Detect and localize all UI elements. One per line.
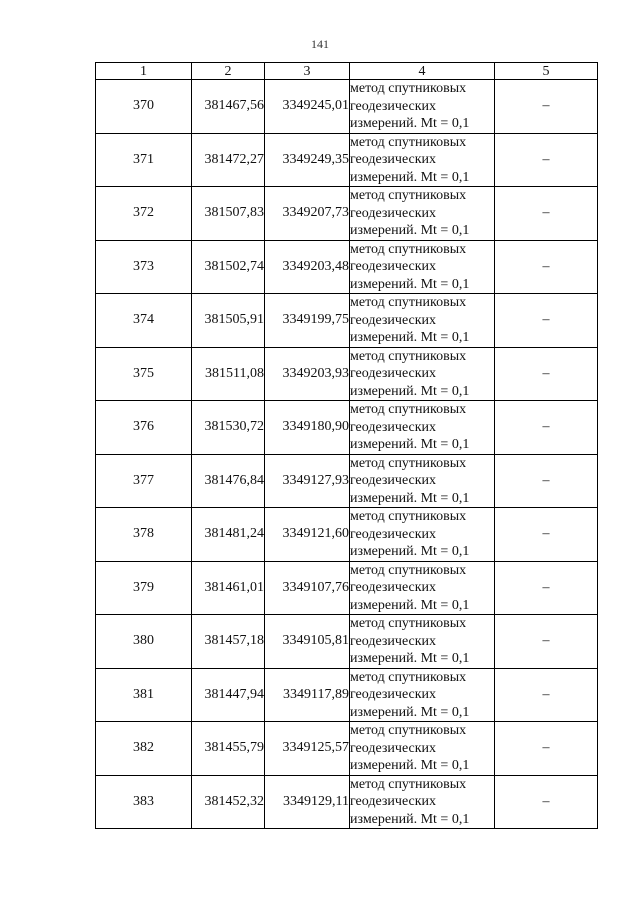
coordinate-y: 3349105,81 [265, 615, 350, 669]
determination-method [350, 347, 495, 401]
table-row [96, 668, 598, 722]
method-line: измерений. Mt = 0,1 [350, 651, 470, 666]
method-line: геодезических [350, 526, 437, 542]
table-row [96, 615, 598, 669]
determination-method [350, 294, 495, 348]
header-col-2: 2 [192, 63, 265, 80]
method-line: геодезических [350, 152, 437, 167]
coordinate-y: 3349203,48 [265, 240, 350, 294]
determination-method [350, 80, 495, 134]
coordinate-x: 381502,74 [192, 240, 265, 294]
coordinate-y: 3349199,75 [265, 294, 350, 348]
method-line: геодезических [350, 98, 437, 114]
point-number: 370 [96, 80, 192, 134]
determination-method [350, 668, 495, 722]
method-line: геодезических [350, 312, 437, 328]
point-number: 378 [96, 508, 192, 562]
coordinate-x: 381476,84 [192, 454, 265, 508]
determination-method [350, 722, 495, 776]
coordinate-x: 381455,79 [192, 722, 265, 776]
coordinate-y: 3349245,01 [265, 80, 350, 134]
table-row [96, 80, 598, 134]
note-dash: – [495, 347, 598, 401]
header-col-3: 3 [265, 63, 350, 80]
point-number: 376 [96, 401, 192, 455]
method-line: метод спутниковых [350, 562, 467, 578]
point-number: 372 [96, 187, 192, 241]
method-line: геодезических [350, 687, 437, 702]
coordinate-x: 381507,83 [192, 187, 265, 241]
table-header [96, 63, 598, 80]
method-line: геодезических [350, 259, 437, 274]
method-line: измерений. Mt = 0,1 [350, 597, 470, 613]
header-col-1: 1 [96, 63, 192, 80]
page-number: 141 [311, 37, 329, 51]
method-line: геодезических [350, 580, 437, 595]
point-number: 379 [96, 561, 192, 615]
table-row [96, 722, 598, 776]
method-line: геодезических [350, 473, 437, 488]
method-line: метод спутниковых [350, 616, 467, 631]
method-line: измерений. Mt = 0,1 [350, 116, 470, 131]
table-row [96, 133, 598, 187]
table-row [96, 508, 598, 562]
table-row [96, 240, 598, 294]
table-body [96, 80, 598, 829]
method-line: метод спутниковых [350, 723, 467, 738]
method-line: измерений. Mt = 0,1 [350, 544, 470, 559]
coordinate-y: 3349125,57 [265, 722, 350, 776]
method-line: метод спутниковых [350, 188, 467, 203]
point-number: 374 [96, 294, 192, 348]
coordinate-x: 381472,27 [192, 133, 265, 187]
coordinate-y: 3349127,93 [265, 454, 350, 508]
coordinate-x: 381447,94 [192, 668, 265, 722]
method-line: метод спутниковых [350, 295, 467, 310]
coordinate-y: 3349180,90 [265, 401, 350, 455]
coordinate-x: 381452,32 [192, 775, 265, 829]
method-line: измерений. Mt = 0,1 [350, 490, 470, 506]
note-dash: – [495, 187, 598, 241]
table-row [96, 775, 598, 829]
coordinate-y: 3349129,11 [265, 775, 350, 829]
note-dash: – [495, 722, 598, 776]
coordinate-y: 3349249,35 [265, 133, 350, 187]
method-line: геодезических [350, 366, 437, 381]
table-row [96, 401, 598, 455]
note-dash: – [495, 508, 598, 562]
method-line: метод спутниковых [350, 241, 467, 257]
header-col-4: 4 [350, 63, 495, 80]
determination-method [350, 561, 495, 615]
point-number: 382 [96, 722, 192, 776]
point-number: 373 [96, 240, 192, 294]
method-line: измерений. Mt = 0,1 [350, 276, 470, 292]
coordinate-y: 3349203,93 [265, 347, 350, 401]
note-dash: – [495, 775, 598, 829]
note-dash: – [495, 561, 598, 615]
header-col-5: 5 [495, 63, 598, 80]
point-number: 371 [96, 133, 192, 187]
method-line: измерений. Mt = 0,1 [350, 383, 470, 399]
determination-method [350, 240, 495, 294]
method-line: измерений. Mt = 0,1 [350, 811, 470, 827]
note-dash: – [495, 454, 598, 508]
method-line: метод спутниковых [350, 348, 467, 364]
method-line: измерений. Mt = 0,1 [350, 330, 470, 345]
determination-method [350, 401, 495, 455]
coordinate-x: 381505,91 [192, 294, 265, 348]
point-number: 380 [96, 615, 192, 669]
coordinate-y: 3349107,76 [265, 561, 350, 615]
coordinate-y: 3349207,73 [265, 187, 350, 241]
method-line: метод спутниковых [350, 669, 467, 685]
coordinate-y: 3349121,60 [265, 508, 350, 562]
method-line: геодезических [350, 205, 437, 221]
method-line: измерений. Mt = 0,1 [350, 704, 470, 720]
note-dash: – [495, 240, 598, 294]
header-row [96, 63, 598, 80]
table-row [96, 187, 598, 241]
coordinates-table [95, 62, 598, 829]
determination-method [350, 615, 495, 669]
coordinate-x: 381457,18 [192, 615, 265, 669]
note-dash: – [495, 615, 598, 669]
method-line: измерений. Mt = 0,1 [350, 223, 470, 238]
determination-method [350, 187, 495, 241]
method-line: метод спутниковых [350, 455, 467, 471]
determination-method [350, 508, 495, 562]
method-line: измерений. Mt = 0,1 [350, 758, 470, 773]
coordinate-x: 381461,01 [192, 561, 265, 615]
note-dash: – [495, 401, 598, 455]
coordinate-x: 381467,56 [192, 80, 265, 134]
method-line: метод спутниковых [350, 134, 467, 150]
determination-method [350, 133, 495, 187]
coordinate-x: 381481,24 [192, 508, 265, 562]
point-number: 381 [96, 668, 192, 722]
point-number: 383 [96, 775, 192, 829]
method-line: геодезических [350, 740, 437, 756]
method-line: метод спутниковых [350, 509, 467, 524]
method-line: метод спутниковых [350, 81, 467, 96]
table-row [96, 561, 598, 615]
coordinate-x: 381530,72 [192, 401, 265, 455]
note-dash: – [495, 294, 598, 348]
note-dash: – [495, 80, 598, 134]
point-number: 375 [96, 347, 192, 401]
method-line: метод спутниковых [350, 776, 467, 792]
method-line: метод спутниковых [350, 402, 467, 417]
method-line: геодезических [350, 633, 437, 649]
coordinate-y: 3349117,89 [265, 668, 350, 722]
point-number: 377 [96, 454, 192, 508]
note-dash: – [495, 668, 598, 722]
method-line: геодезических [350, 419, 437, 435]
coordinate-x: 381511,08 [192, 347, 265, 401]
method-line: измерений. Mt = 0,1 [350, 437, 470, 452]
determination-method [350, 775, 495, 829]
table-row [96, 294, 598, 348]
method-line: геодезических [350, 794, 437, 809]
note-dash: – [495, 133, 598, 187]
determination-method [350, 454, 495, 508]
table-row [96, 454, 598, 508]
method-line: измерений. Mt = 0,1 [350, 169, 470, 185]
table-row [96, 347, 598, 401]
